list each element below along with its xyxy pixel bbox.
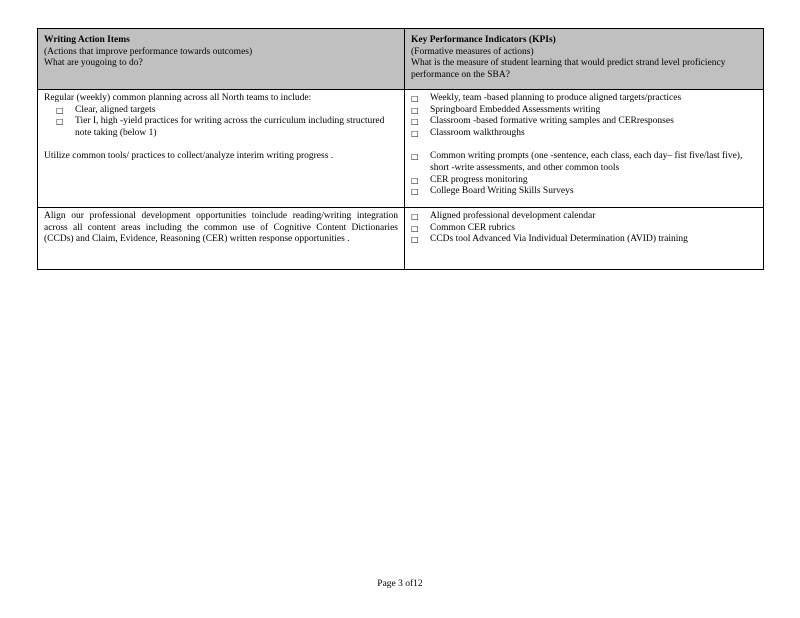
checkbox-bullet-icon: □	[411, 175, 419, 185]
list-item	[411, 223, 757, 235]
header-question-kpis: What is the measure of student learning that would predict strand level proficiency performance on the SBA?	[411, 58, 726, 80]
list-item	[411, 116, 757, 128]
list-item-text: Clear, aligned targets	[75, 104, 156, 115]
header-title-kpis: Key Performance Indicators (KPIs)	[411, 35, 556, 45]
kpi-cell-professional-development	[405, 208, 764, 270]
checkbox-bullet-icon: □	[411, 223, 419, 233]
list-item	[411, 234, 757, 246]
header-cell-kpis	[405, 29, 764, 90]
list-item	[411, 175, 757, 187]
list-item	[411, 93, 757, 105]
list-item	[411, 211, 757, 223]
header-subtitle-action-items: (Actions that improve performance towards outcomes)	[44, 46, 253, 57]
list-item-text: Tier I, high -yield practices for writing across the curriculum including structured note taking (below 1)	[75, 116, 385, 138]
header-cell-action-items	[38, 29, 405, 90]
professional-development-text: Align our professional development opportunities toinclude reading/writing integration across all content areas including the common use of Cognitive Content Dictionaries (CCDs) and Claim, Evidence, Reasoning (CER) written response opportunities .	[44, 211, 398, 245]
action-plan-table	[37, 28, 764, 270]
list-item-text: Common writing prompts (one -sentence, each class, each day– fist five/last five), short -write assessments, and other common tools	[430, 151, 743, 173]
header-question-action-items: What are yougoing to do?	[44, 58, 143, 69]
checkbox-bullet-icon: □	[56, 105, 64, 115]
list-item	[411, 128, 757, 140]
list-item-text: Common CER rubrics	[430, 222, 515, 233]
kpi-bullet-list-b	[411, 151, 757, 197]
list-item-text: Classroom -based formative writing samples and CERresponses	[430, 116, 674, 127]
action-cell-professional-development	[38, 208, 405, 270]
kpi-bullet-list-c	[411, 211, 757, 246]
checkbox-bullet-icon: □	[411, 117, 419, 127]
list-item-text: Aligned professional development calendar	[430, 211, 596, 221]
checkbox-bullet-icon: □	[411, 105, 419, 115]
table-row	[38, 208, 764, 270]
checkbox-bullet-icon: □	[411, 187, 419, 197]
kpi-bullet-list-a	[411, 93, 757, 139]
list-item-text: CER progress monitoring	[430, 174, 528, 185]
list-item	[411, 105, 757, 117]
planning-bullet-list	[44, 105, 398, 140]
header-title-action-items: Writing Action Items	[44, 35, 130, 45]
table-row	[38, 90, 764, 208]
checkbox-bullet-icon: □	[411, 128, 419, 138]
planning-intro-text: Regular (weekly) common planning across all North teams to include:	[44, 93, 312, 103]
tools-paragraph-text: Utilize common tools/ practices to collect/analyze interim writing progress .	[44, 151, 334, 162]
checkbox-bullet-icon: □	[56, 117, 64, 127]
table-header-row	[38, 29, 764, 90]
checkbox-bullet-icon: □	[411, 235, 419, 245]
checkbox-bullet-icon: □	[411, 212, 419, 221]
list-item-text: Classroom walkthroughs	[430, 127, 525, 138]
header-subtitle-kpis: (Formative measures of actions)	[411, 46, 534, 57]
list-item-text: College Board Writing Skills Surveys	[430, 186, 574, 197]
list-item-text: Weekly, team -based planning to produce aligned targets/practices	[430, 93, 682, 103]
list-item-text: CCDs tool Advanced Via Individual Determination (AVID) training	[430, 234, 688, 245]
page-number: Page 3 of12	[377, 579, 423, 589]
list-item	[56, 105, 398, 117]
list-item-text: Springboard Embedded Assessments writing	[430, 104, 601, 115]
checkbox-bullet-icon: □	[411, 94, 419, 103]
list-item	[411, 151, 757, 174]
kpi-cell-planning	[405, 90, 764, 208]
action-cell-planning	[38, 90, 405, 208]
list-item	[56, 116, 398, 139]
checkbox-bullet-icon: □	[411, 152, 419, 162]
list-item	[411, 186, 757, 198]
